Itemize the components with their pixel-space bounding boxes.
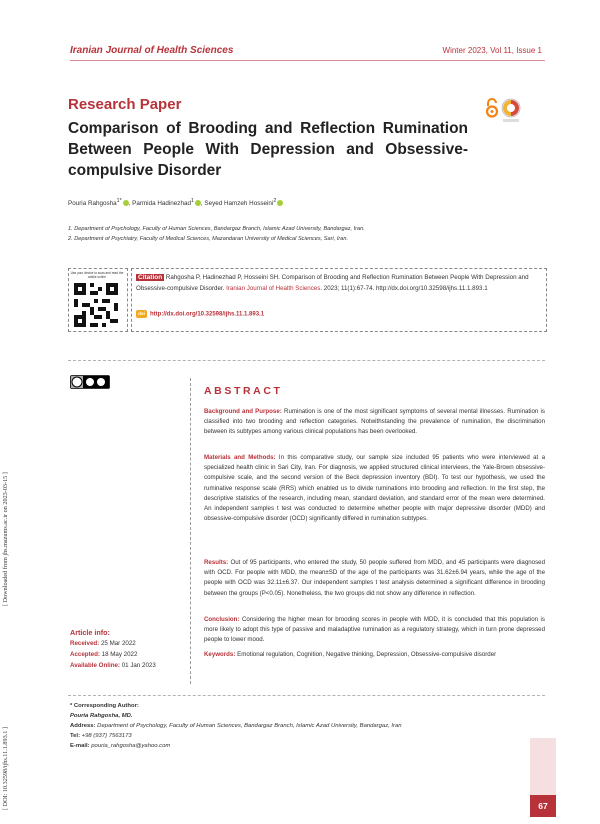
column-divider	[190, 378, 191, 684]
abstract-background	[204, 407, 545, 438]
corresponding-tel: Tel: +98 (937) 7563173	[70, 733, 132, 739]
abstract-results	[204, 558, 545, 599]
article-info-heading: Article info:	[70, 628, 110, 637]
keywords-label: Keywords:	[204, 651, 236, 658]
received-date: 25 Mar 2022	[100, 640, 136, 647]
citation-tail: . 2023; 11(1):67-74. http://dx.doi.org/10.32598/ijhs.11.1.893.1	[320, 284, 488, 292]
abstract-methods	[204, 453, 545, 524]
affiliation: 1. Department of Psychology, Faculty of Human Sciences, Bandargaz Branch, Islamic Azad University, Bandargaz, Iran.	[68, 226, 365, 232]
orcid-icon[interactable]	[277, 200, 283, 206]
crossmark-icon[interactable]	[500, 98, 522, 124]
corresponding-name: Pouria Rahgosha, MD.	[70, 713, 133, 719]
citation-text	[136, 273, 541, 294]
paper-type: Research Paper	[68, 96, 182, 113]
accepted-date: 18 May 2022	[101, 651, 138, 658]
abstract-heading: ABSTRACT	[204, 385, 283, 397]
received-row	[70, 640, 136, 647]
online-date: 01 Jan 2023	[121, 662, 156, 669]
doi-icon: doi	[136, 310, 147, 318]
online-row	[70, 662, 156, 669]
conclusion-label: Conclusion:	[204, 616, 240, 623]
affiliation: 2. Department of Psychiatry, Faculty of Medical Sciences, Mazandaran University of Medical Sciences, Sari, Iran.	[68, 236, 349, 242]
accepted-label: Accepted:	[70, 651, 100, 658]
online-label: Available Online:	[70, 662, 120, 669]
results-text: Out of 95 participants, who entered the study, 50 people suffered from MDD, and 45 participants were diagnosed with OCD. For people with MDD, the mean±SD of the age of the participants was 31.62±6.94 years, while the age of the people with OCD was 32.11±6.37. Our independent samples t test analysis determined a significant difference in brooding between the groups (P<0.05). Nonetheless, the two groups did not show any difference in reflection.	[204, 559, 545, 597]
qr-caption: Use your device to scan and read the article online	[70, 271, 124, 279]
received-label: Received:	[70, 640, 100, 647]
accepted-row	[70, 651, 137, 658]
author-name: Pouria Rahgosha	[68, 200, 117, 208]
results-label: Results:	[204, 559, 229, 566]
qr-code-icon[interactable]	[74, 283, 118, 327]
footer-divider	[68, 695, 545, 696]
author-name: Seyed Hamzeh Hosseini	[204, 200, 274, 208]
keywords-text: Emotional regulation, Cognition, Negative thinking, Depression, Obsessive-compulsive disorder	[235, 651, 497, 658]
doi-link[interactable]: http://dx.doi.org/10.32598/ijhs.11.1.893.1	[150, 311, 265, 318]
header-rule	[70, 60, 545, 61]
author-list: Pouria Rahgosha$^{1*}$ , Parmida Hadinezhad$^1$ , Seyed Hamzeh Hosseini$^2$	[68, 198, 283, 207]
corresponding-email[interactable]: E-mail: pouria_rahgosha@yahoo.com	[70, 743, 171, 749]
doi-row	[136, 310, 264, 318]
journal-name: Iranian Journal of Health Sciences	[70, 45, 234, 56]
doi-stamp: [ DOI: 10.32598/ijhs.11.1.893.1 ]	[2, 727, 9, 810]
creative-commons-icon[interactable]	[70, 375, 110, 389]
issue-info: Winter 2023, Vol 11, Issue 1	[442, 46, 542, 55]
open-access-icon	[485, 98, 499, 118]
citation-journal[interactable]: Iranian Journal of Health Sciences	[226, 284, 321, 292]
page-bar	[530, 738, 556, 795]
article-title: Comparison of Brooding and Reflection Rumination Between People With Depression and Obsessive-compulsive Disorder	[68, 120, 468, 179]
abstract-conclusion	[204, 615, 545, 646]
citation-body: Rahgosha P, Hadinezhad P, Hosseini SH. Comparison of Brooding and Reflection Rumination Between People With Depression and Obsessive-compulsive Disorder.	[136, 274, 529, 292]
background-label: Background and Purpose:	[204, 408, 282, 415]
orcid-icon[interactable]	[123, 200, 129, 206]
download-stamp: [ Downloaded from jhs.mazums.ac.ir on 2023-03-15 ]	[2, 472, 9, 606]
background-text: Rumination is one of the most significant symptoms of several mental illnesses. Rumination is classified into two brooding and reflection categories. Notwithstanding the prevalence of rumination, the discrimination between its subtypes among various clinical populations has been overlooked.	[204, 408, 545, 436]
corresponding-address: Address: Department of Psychology, Faculty of Human Sciences, Bandargaz Branch, Islamic Azad University, Bandargaz, Iran	[70, 723, 402, 729]
abstract-keywords	[204, 650, 545, 660]
section-divider	[68, 360, 545, 361]
author-name: Parmida Hadinezhad	[132, 200, 191, 208]
methods-text: In this comparative study, our sample size included 95 patients who were interviewed at a specialized health clinic in Sari City, Iran. For diagnosis, we applied structured clinical interviews, the Yale-Brown obsessive-compulsive scale, and the second version of the Beck depression inventory (BDI). To test our hypothesis, we used the ruminative response scale (RRS) which enabled us to divide ruminations into brooding and reflection. In the first step, the descriptive statistics of the research, including mean, standard deviation, and standard error of the mean were determined. An independent samples t test was conducted to determine whether people with major depressive disorder (MDD) and obsessive-compulsive disorder (OCD) significantly differed in rumination subtypes.	[204, 454, 545, 523]
orcid-icon[interactable]	[195, 200, 201, 206]
author-sup: 2	[273, 198, 277, 204]
page-number: 67	[530, 795, 556, 817]
conclusion-text: Considering the higher mean for brooding scores in people with MDD, it is concluded that this population is more likely to adopt this type of passive and maladaptive rumination as a regulatory strategy, which in turn prone depressed people to lower mood.	[204, 616, 545, 644]
corresponding-heading: * Corresponding Author:	[70, 703, 139, 709]
author-sup: 1*	[116, 198, 122, 204]
methods-label: Materials and Methods:	[204, 454, 276, 461]
citation-label: Citation	[138, 274, 163, 281]
author-sup: 1	[190, 198, 194, 204]
